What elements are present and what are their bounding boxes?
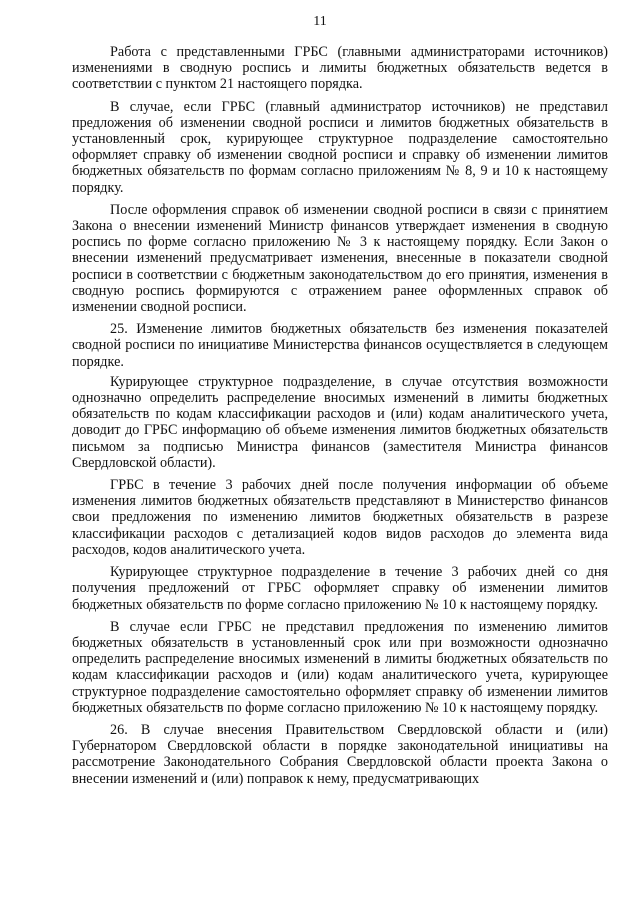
paragraph-grbs-no-proposals: В случае если ГРБС не представил предложения по изменению лимитов бюджетных обязательств в установленный срок или при возможности однозначно определить распределение вносимых изменений в лимиты бюджетных обязательств по кодам классификации расходов и (или) кодам аналитического учета, курирующее структурное подразделение самостоятельно оформляет справку об изменении лимитов бюджетных обязательств по форме согласно приложению № 10 к настоящему порядку. [72,618,608,716]
paragraph-item-25: 25. Изменение лимитов бюджетных обязательств без изменения показателей сводной росписи по инициативе Министерства финансов осуществляется в следующем порядке. [72,321,608,370]
paragraph-certificate-form-10: Курирующее структурное подразделение в течение 3 рабочих дней со дня получения предложений от ГРБС оформляет справку об изменении лимитов бюджетных обязательств по форме согласно приложению № 10 к настоящему порядку. [72,564,608,613]
document-body [72,44,608,793]
paragraph-grbs-three-days: ГРБС в течение 3 рабочих дней после получения информации об объеме изменения лимитов бюджетных обязательств представляют в Министерство финансов свои предложения по изменению лимитов бюджетных обязательств в разрезе классификации расходов с детализацией кодов видов расходов до элемента вида расходов, кодов аналитического учета. [72,477,608,558]
paragraph-grbs-not-submitted: В случае, если ГРБС (главный администратор источников) не представил предложения об изменении сводной росписи и лимитов бюджетных обязательств в установленный срок, курирующее структурное подразделение самостоятельно оформляет справку об изменении сводной росписи и справку об изменении лимитов бюджетных обязательств по формам согласно приложениям № 8, 9 и 10 к настоящему порядку. [72,98,608,196]
page-number: 11 [313,14,327,29]
paragraph-after-certificates: После оформления справок об изменении сводной росписи в связи с принятием Закона о внесении изменений Министр финансов утверждает изменения в сводную роспись по форме согласно приложению № 3 к настоящему порядку. Если Закон о внесении изменений предусматривает изменения, внесенные в показатели сводной росписи в соответствии с бюджетным законодательством до его принятия, изменения в сводную роспись формируются с отражением ранее оформленных справок об изменении сводной росписи. [72,201,608,316]
paragraph-work-with-changes: Работа с представленными ГРБС (главными администраторами источников) изменениями в сводную роспись и лимиты бюджетных обязательств ведется в соответствии с пунктом 21 настоящего порядка. [72,44,608,93]
paragraph-supervising-unit: Курирующее структурное подразделение, в случае отсутствия возможности однозначно определить распределение вносимых изменений в лимиты бюджетных обязательств по кодам классификации расходов и (или) кодам аналитического учета, доводит до ГРБС информацию об объеме изменения лимитов бюджетных обязательств письмом за подписью Министра финансов (заместителя Министра финансов Свердловской области). [72,373,608,471]
paragraph-item-26: 26. В случае внесения Правительством Свердловской области и (или) Губернатором Свердловской области в порядке законодательной инициативы на рассмотрение Законодательного Собрания Свердловской области проекта Закона о внесении изменений и (или) поправок к нему, предусматривающих [72,721,608,787]
